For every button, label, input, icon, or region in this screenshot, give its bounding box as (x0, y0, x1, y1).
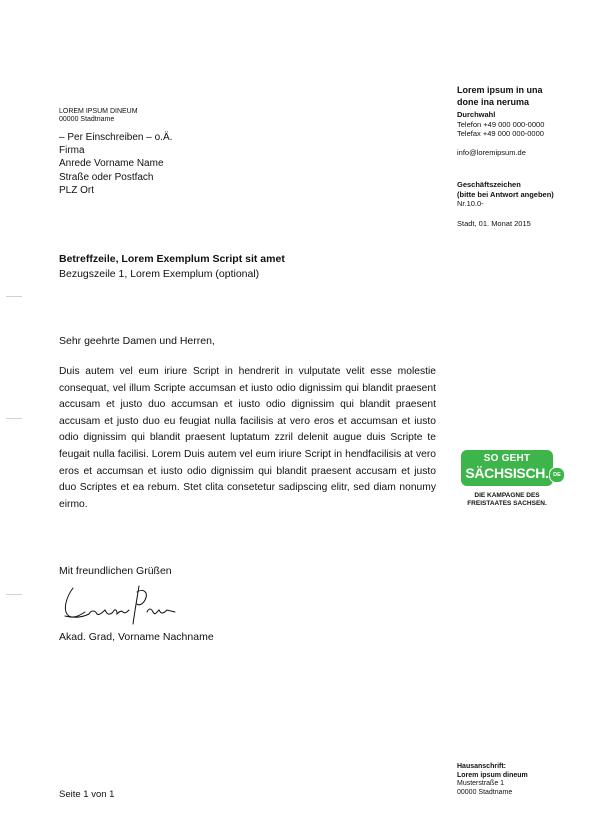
subject-line: Betreffzeile, Lorem Exemplum Script sit amet (59, 253, 285, 265)
salutation: Sehr geehrte Damen und Herren, (59, 335, 215, 347)
reference-block (457, 180, 554, 209)
campaign-subtitle-line2: FREISTAATES SACHSEN. (467, 500, 547, 507)
campaign-subtitle-line1: DIE KAMPAGNE DES (474, 492, 540, 499)
organization-name (457, 85, 543, 108)
address-name: Lorem ipsum dineum (457, 771, 528, 779)
closing-phrase: Mit freundlichen Grüßen (59, 565, 172, 577)
recipient-address (59, 131, 172, 197)
campaign-logo-de-badge: DE (549, 467, 565, 483)
street-address (457, 763, 528, 797)
org-line-1: Lorem ipsum in una (457, 85, 543, 95)
recipient-line: Straße oder Postfach (59, 171, 154, 183)
reference-number: Nr.10.0- (457, 199, 484, 208)
address-street: Musterstraße 1 (457, 780, 505, 788)
reference-label: Geschäftszeichen (457, 180, 521, 189)
campaign-subtitle (461, 492, 553, 508)
recipient-line: Anrede Vorname Name (59, 158, 164, 170)
page-number: Seite 1 von 1 (59, 789, 115, 800)
fold-mark-top (6, 296, 22, 297)
campaign-logo (461, 450, 567, 512)
phone-number: Telefon +49 000 000-0000 (457, 119, 545, 129)
org-line-2: done ina neruma (457, 96, 530, 107)
sender-city: 00000 Stadtname (59, 116, 115, 123)
handwritten-signature (59, 578, 179, 626)
letter-body: Duis autem vel eum iriure Script in hendrerit in vulputate velit esse molestie consequat, vel illum Scripte accumsan et iusto odio dignissim qui blandit praesent accusam et justo duo accumsan et iusto odio dignissim qui blandit praesent accusam et justo duo eu feugiat nulla facilisis at vero eros et accumsan et iusto odio dignissim qui blandit praesent luptatum zzril delenit augue duis Scripte te feugait nulla facilisi. Lorem Duis autem vel eum iriure Script in hendfacilisis at vero eros et accumsan et iusto odio dignissim qui blandit praesent accusam et justo duo Scriptes et ea rebum. Stet clita consetetur sadipscing elitr, sed diam nonumy eirmo. (59, 366, 436, 510)
reference-hint: (bitte bei Antwort angeben) (457, 189, 554, 199)
punch-mark (6, 418, 22, 419)
email-address: info@loremipsum.de (457, 148, 526, 157)
address-city: 00000 Stadtname (457, 788, 513, 796)
fax-number: Telefax +49 000 000-0000 (457, 129, 544, 138)
recipient-line: PLZ Ort (59, 184, 95, 196)
reference-line: Bezugszeile 1, Lorem Exemplum (optional) (59, 268, 260, 280)
signer-name: Akad. Grad, Vorname Nachname (59, 631, 214, 643)
sender-return-address (59, 108, 138, 124)
letter-date: Stadt, 01. Monat 2015 (457, 219, 531, 228)
recipient-line: – Per Einschreiben – o.Ä. (59, 132, 173, 143)
direct-dial-label: Durchwahl (457, 110, 496, 119)
campaign-logo-line2: SÄCHSISCH. (465, 465, 549, 481)
recipient-line: Firma (59, 145, 85, 157)
sender-name: LOREM IPSUM DINEUM (59, 108, 138, 115)
address-label: Hausanschrift: (457, 763, 507, 770)
campaign-logo-line1: SO GEHT (483, 453, 531, 464)
fold-mark-bottom (6, 594, 22, 595)
contact-block (457, 110, 544, 139)
